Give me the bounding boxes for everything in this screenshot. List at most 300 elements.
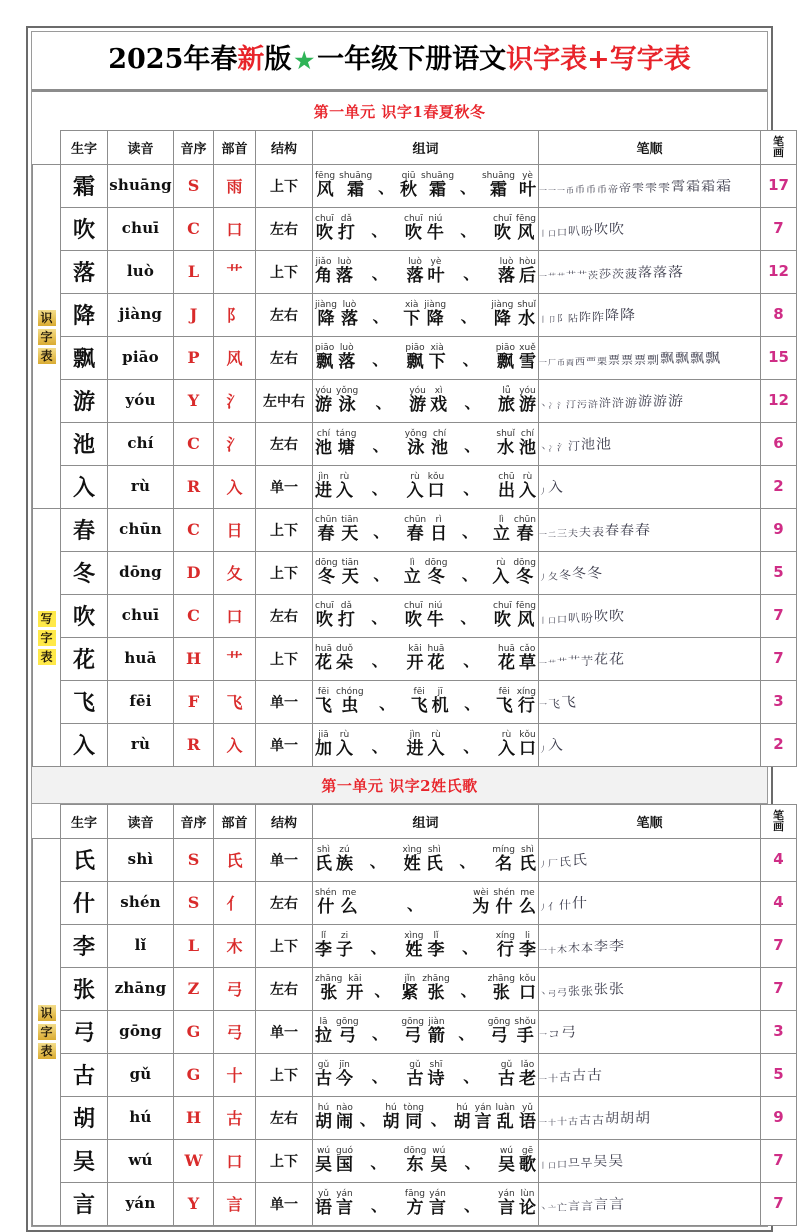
table-row — [33, 250, 797, 293]
word-char: fēng 风 — [515, 214, 536, 244]
cell-character: 李 — [61, 924, 108, 967]
cell-initial: D — [174, 551, 214, 594]
word-char: yán 言 — [474, 1103, 492, 1133]
cell-pinyin: fēi — [108, 680, 174, 723]
cell-pinyin: yóu — [108, 379, 174, 422]
cell-words: gǔ 古 jīn 今 、 gǔ 古 shī 诗 、 gǔ 古 lǎo 老 — [313, 1053, 539, 1096]
cell-stroke-order: 一 十 古 古 古 — [539, 1053, 761, 1096]
cell-radical: 夂 — [214, 551, 256, 594]
cell-radical: 日 — [214, 508, 256, 551]
cell-initial: H — [174, 1096, 214, 1139]
title-part-edition: 版 — [264, 44, 292, 75]
word-char: chū 出 — [497, 472, 515, 502]
word-char: piāo 飘 — [315, 343, 335, 373]
star-icon: ★ — [294, 48, 315, 74]
cell-character: 入 — [61, 465, 108, 508]
cell-words: yǔ 语 yán 言 、 fāng 方 yán 言 、 yán 言 lùn 论 — [313, 1182, 539, 1225]
cell-radical: 口 — [214, 207, 256, 250]
word-char: fēi 飞 — [495, 687, 513, 717]
word-char: tiān 天 — [341, 515, 359, 545]
word-char: fēi 飞 — [410, 687, 428, 717]
cell-radical: 阝 — [214, 293, 256, 336]
word-char: jī 机 — [431, 687, 449, 717]
word-char: luàn 乱 — [495, 1103, 515, 1133]
cell-stroke-order: 乛 飞 飞 — [539, 680, 761, 723]
table-row — [33, 1096, 797, 1139]
word-char: shǒu 手 — [514, 1017, 536, 1047]
word-char: chuī 吹 — [315, 214, 334, 244]
word-char: jìn 进 — [406, 730, 424, 760]
cell-initial: S — [174, 881, 214, 924]
cell-character: 吹 — [61, 207, 108, 250]
column-header-3: 部首 — [214, 130, 256, 164]
word-char: lǐ 李 — [427, 931, 445, 961]
cell-words: hú 胡 nào 闹 、 hú 胡 tòng 同 、 hú 胡 yán 言 luàn 乱 yǔ 语 — [313, 1096, 539, 1139]
cell-radical: 氵 — [214, 422, 256, 465]
cell-words: chuī 吹 dǎ 打 、 chuī 吹 niú 牛 、 chuī 吹 fēng 风 — [313, 207, 539, 250]
word-char: gōng 弓 — [336, 1017, 359, 1047]
word-char: wú 吴 — [497, 1146, 515, 1176]
cell-words: shì 氏 zú 族 、 xìng 姓 shì 氏 、 míng 名 shì 氏 — [313, 838, 539, 881]
cell-pinyin: rù — [108, 723, 174, 766]
cell-stroke-count: 2 — [761, 723, 797, 766]
cell-stroke-count: 7 — [761, 967, 797, 1010]
cell-stroke-order: 一 艹 艹 艹 艼 花 花 — [539, 637, 761, 680]
word-char: kǒu 口 — [518, 730, 536, 760]
table-row — [33, 924, 797, 967]
word-char: chuī 吹 — [493, 214, 512, 244]
character-table — [32, 130, 797, 767]
cell-words: shén 什 me 么 、 wèi 为 shén 什 me 么 — [313, 881, 539, 924]
word-char: chūn 春 — [315, 515, 338, 545]
column-header-3: 部首 — [214, 804, 256, 838]
cell-pinyin: luò — [108, 250, 174, 293]
word-char: xìng 姓 — [404, 931, 424, 961]
word-char: shì 氏 — [315, 845, 332, 875]
cell-pinyin: jiàng — [108, 293, 174, 336]
word-char: kāi 开 — [346, 974, 364, 1004]
cell-structure: 左右 — [256, 336, 313, 379]
cell-character: 吹 — [61, 594, 108, 637]
table-row — [33, 293, 797, 336]
cell-stroke-order: 丿 入 — [539, 465, 761, 508]
word-char: kāi 开 — [406, 644, 424, 674]
cell-structure: 左右 — [256, 207, 313, 250]
cell-initial: Y — [174, 379, 214, 422]
cell-stroke-order: 丿 夂 冬 冬 冬 — [539, 551, 761, 594]
cell-structure: 左右 — [256, 967, 313, 1010]
word-char: shuāng 霜 — [481, 171, 515, 201]
title-part-new: 新 — [237, 44, 265, 75]
cell-stroke-order: 丶 冫 氵 汀 池 池 — [539, 422, 761, 465]
cell-character: 春 — [61, 508, 108, 551]
cell-stroke-count: 3 — [761, 1010, 797, 1053]
cell-structure: 左中右 — [256, 379, 313, 422]
table-row — [33, 723, 797, 766]
table-row — [33, 1010, 797, 1053]
word-char: piāo 飘 — [405, 343, 425, 373]
table-row — [33, 422, 797, 465]
cell-words: jiàng 降 luò 落 、 xià 下 jiàng 降 、 jiàng 降 shuǐ 水 — [313, 293, 539, 336]
page-inner-border — [31, 31, 789, 1227]
cell-radical: 雨 — [214, 164, 256, 207]
word-char: rù 入 — [497, 730, 515, 760]
word-char: dōng 冬 — [513, 558, 536, 588]
word-char: jīn 今 — [336, 1060, 353, 1090]
word-char: shì 氏 — [425, 845, 443, 875]
column-header-5: 组词 — [313, 130, 539, 164]
word-char: chuī 吹 — [404, 601, 423, 631]
cell-radical: 风 — [214, 336, 256, 379]
word-char: dōng 东 — [403, 1146, 427, 1176]
cell-character: 池 — [61, 422, 108, 465]
word-char: rù 入 — [518, 472, 536, 502]
cell-pinyin: wú — [108, 1139, 174, 1182]
cell-stroke-order: 一 十 木 木 本 李 李 — [539, 924, 761, 967]
cell-words: jiā 加 rù 入 、 jìn 进 rù 入 、 rù 入 kǒu 口 — [313, 723, 539, 766]
cell-radical: 十 — [214, 1053, 256, 1096]
word-char: jìn 进 — [315, 472, 332, 502]
cell-stroke-count: 15 — [761, 336, 797, 379]
cell-character: 入 — [61, 723, 108, 766]
cell-words: fēng 风 shuāng 霜 、 qiū 秋 shuāng 霜 、 shuāng 霜 yè 叶 — [313, 164, 539, 207]
word-char: luò 落 — [497, 257, 515, 287]
cell-stroke-count: 4 — [761, 838, 797, 881]
cell-pinyin: huā — [108, 637, 174, 680]
cell-character: 言 — [61, 1182, 108, 1225]
word-char: shuāng 霜 — [339, 171, 373, 201]
table-row — [33, 967, 797, 1010]
cell-stroke-order: 一 艹 艹 艹 艹 茨 莎 茨 菠 落 落 落 — [539, 250, 761, 293]
cell-stroke-order: 乛 コ 弓 — [539, 1010, 761, 1053]
cell-stroke-order: 丿 厂 氏 氏 — [539, 838, 761, 881]
cell-structure: 上下 — [256, 508, 313, 551]
word-char: dǎ 打 — [337, 214, 355, 244]
word-char: zhāng 张 — [422, 974, 450, 1004]
word-char: yóu 游 — [315, 386, 332, 416]
word-char: wèi 为 — [472, 888, 490, 918]
word-char: niú 牛 — [426, 601, 444, 631]
word-char: jiǎo 角 — [315, 257, 332, 287]
word-char: gǔ 古 — [406, 1060, 424, 1090]
cell-stroke-order: 丨 口 口 므 무 吴 吴 — [539, 1139, 761, 1182]
cell-words: fēi 飞 chóng 虫 、 fēi 飞 jī 机 、 fēi 飞 xíng 行 — [313, 680, 539, 723]
word-char: wú 吴 — [430, 1146, 448, 1176]
cell-stroke-count: 4 — [761, 881, 797, 924]
cell-radical: 言 — [214, 1182, 256, 1225]
word-char: shuǐ 水 — [517, 300, 536, 330]
word-char: luò 落 — [406, 257, 424, 287]
cell-structure: 单一 — [256, 1010, 313, 1053]
column-header-4: 结构 — [256, 130, 313, 164]
cell-character: 弓 — [61, 1010, 108, 1053]
cell-stroke-count: 7 — [761, 594, 797, 637]
cell-words: lǐ 李 zi 子 、 xìng 姓 lǐ 李 、 xíng 行 li 李 — [313, 924, 539, 967]
cell-structure: 上下 — [256, 924, 313, 967]
table-row — [33, 379, 797, 422]
section-banner-text: 第一单元 识字1春夏秋冬 — [313, 102, 486, 121]
cell-radical: 氏 — [214, 838, 256, 881]
column-header-5: 组词 — [313, 804, 539, 838]
cell-structure: 单一 — [256, 723, 313, 766]
table-row — [33, 508, 797, 551]
word-char: huā 花 — [427, 644, 445, 674]
cell-pinyin: chí — [108, 422, 174, 465]
word-char: rù 入 — [427, 730, 445, 760]
cell-initial: W — [174, 1139, 214, 1182]
section-tag-shizi: 识 字 表 — [33, 164, 61, 508]
word-char: jǐn 紧 — [401, 974, 419, 1004]
cell-stroke-order: 一 二 三 夫 夫 表 春 春 春 — [539, 508, 761, 551]
cell-initial: P — [174, 336, 214, 379]
word-char: tiān 天 — [341, 558, 359, 588]
cell-words: lā 拉 gōng 弓 、 gōng 弓 jiàn 箭 、 gōng 弓 shǒu 手 — [313, 1010, 539, 1053]
cell-pinyin: gǔ — [108, 1053, 174, 1096]
word-char: rù 入 — [336, 730, 353, 760]
word-char: huā 花 — [497, 644, 515, 674]
cell-character: 古 — [61, 1053, 108, 1096]
table-row — [33, 207, 797, 250]
cell-initial: R — [174, 723, 214, 766]
cell-words: zhāng 张 kāi 开 、 jǐn 紧 zhāng 张 、 zhāng 张 kǒu 口 — [313, 967, 539, 1010]
word-char: lì 立 — [492, 515, 510, 545]
word-char: fēi 飞 — [315, 687, 332, 717]
cell-character: 张 — [61, 967, 108, 1010]
word-char: shuǐ 水 — [496, 429, 515, 459]
word-char: piāo 飘 — [495, 343, 515, 373]
cell-initial: C — [174, 508, 214, 551]
word-char: yǒng 泳 — [336, 386, 359, 416]
word-char: hú 胡 — [453, 1103, 471, 1133]
word-char: gē 歌 — [518, 1146, 536, 1176]
cell-initial: L — [174, 250, 214, 293]
word-char: zhāng 张 — [487, 974, 515, 1004]
word-char: yóu 游 — [518, 386, 536, 416]
word-char: yè 叶 — [427, 257, 445, 287]
cell-stroke-order: 丨 口 口 叭 吩 吹 吹 — [539, 594, 761, 637]
word-char: kǒu 口 — [427, 472, 445, 502]
cell-stroke-count: 6 — [761, 422, 797, 465]
word-char: chuī 吹 — [315, 601, 334, 631]
word-char: hòu 后 — [518, 257, 536, 287]
cell-stroke-order: 一 一 一 币 币 币 币 帝 帝 雫 雫 雫 霄 霜 霜 霜 — [539, 164, 761, 207]
word-char: jiàng 降 — [424, 300, 447, 330]
word-char: lùn 论 — [518, 1189, 536, 1219]
word-char: yán 言 — [497, 1189, 515, 1219]
table-row — [33, 1139, 797, 1182]
cell-stroke-count: 7 — [761, 1139, 797, 1182]
cell-radical: 入 — [214, 465, 256, 508]
word-char: míng 名 — [492, 845, 515, 875]
cell-structure: 左右 — [256, 422, 313, 465]
cell-stroke-count: 12 — [761, 379, 797, 422]
word-char: zhāng 张 — [315, 974, 343, 1004]
column-header-bihua: 笔 画 — [761, 804, 797, 838]
word-char: luò 落 — [336, 257, 353, 287]
cell-pinyin: zhāng — [108, 967, 174, 1010]
word-char: shì 氏 — [518, 845, 536, 875]
table-header-row — [33, 130, 797, 164]
word-char: qiū 秋 — [400, 171, 418, 201]
table-row — [33, 881, 797, 924]
page-title — [32, 32, 767, 92]
word-char: fāng 方 — [404, 1189, 426, 1219]
cell-radical: 飞 — [214, 680, 256, 723]
table-row — [33, 1053, 797, 1096]
cell-stroke-order: 一 十 十 古 古 古 胡 胡 胡 — [539, 1096, 761, 1139]
cell-radical: 古 — [214, 1096, 256, 1139]
cell-stroke-count: 2 — [761, 465, 797, 508]
table-row — [33, 1182, 797, 1225]
cell-pinyin: shì — [108, 838, 174, 881]
cell-character: 氏 — [61, 838, 108, 881]
cell-stroke-count: 5 — [761, 1053, 797, 1096]
word-char: niú 牛 — [426, 214, 444, 244]
cell-radical: 口 — [214, 1139, 256, 1182]
word-char: zú 族 — [336, 845, 353, 875]
word-char: li 李 — [518, 931, 536, 961]
cell-words: piāo 飘 luò 落 、 piāo 飘 xià 下 、 piāo 飘 xuě 雪 — [313, 336, 539, 379]
word-char: gǔ 古 — [315, 1060, 332, 1090]
cell-pinyin: shuāng — [108, 164, 174, 207]
title-text — [32, 45, 767, 75]
cell-initial: L — [174, 924, 214, 967]
table-row — [33, 551, 797, 594]
word-char: chuī 吹 — [404, 214, 423, 244]
cell-character: 冬 — [61, 551, 108, 594]
word-char: chí 池 — [315, 429, 332, 459]
word-char: nào 闹 — [336, 1103, 353, 1133]
cell-structure: 单一 — [256, 1182, 313, 1225]
table-header-row — [33, 804, 797, 838]
cell-words: chuī 吹 dǎ 打 、 chuī 吹 niú 牛 、 chuī 吹 fēng 风 — [313, 594, 539, 637]
word-char: dǎ 打 — [337, 601, 355, 631]
cell-stroke-count: 9 — [761, 1096, 797, 1139]
cell-structure: 左右 — [256, 1096, 313, 1139]
word-char: yǔ 语 — [315, 1189, 332, 1219]
column-header-4: 结构 — [256, 804, 313, 838]
table-row — [33, 637, 797, 680]
word-char: lǚ 旅 — [497, 386, 515, 416]
cell-character: 降 — [61, 293, 108, 336]
word-char: yǔ 语 — [518, 1103, 536, 1133]
word-char: yè 叶 — [519, 171, 536, 201]
table-row — [33, 465, 797, 508]
word-char: lǎo 老 — [518, 1060, 536, 1090]
character-table — [32, 804, 797, 1226]
cell-structure: 上下 — [256, 637, 313, 680]
cell-stroke-count: 8 — [761, 293, 797, 336]
word-char: luò 落 — [340, 300, 358, 330]
cell-pinyin: rù — [108, 465, 174, 508]
word-char: me 么 — [518, 888, 536, 918]
word-char: rù 入 — [336, 472, 353, 502]
column-header-bihua: 笔 画 — [761, 130, 797, 164]
cell-initial: S — [174, 838, 214, 881]
cell-initial: R — [174, 465, 214, 508]
word-char: chí 池 — [431, 429, 449, 459]
word-char: chóng 虫 — [336, 687, 364, 717]
cell-pinyin: piāo — [108, 336, 174, 379]
word-char: gōng 弓 — [487, 1017, 511, 1047]
cell-stroke-count: 7 — [761, 924, 797, 967]
column-header-0: 生字 — [61, 804, 108, 838]
cell-structure: 上下 — [256, 551, 313, 594]
title-part-year: 2025年春 — [108, 44, 238, 75]
cell-character: 胡 — [61, 1096, 108, 1139]
table-row — [33, 164, 797, 207]
word-char: fēng 风 — [315, 171, 336, 201]
word-char: shuāng 霜 — [421, 171, 455, 201]
word-char: huā 花 — [315, 644, 332, 674]
title-part-tables: 识字表+写字表 — [506, 44, 691, 75]
word-char: rù 入 — [492, 558, 510, 588]
word-char: jiā 加 — [315, 730, 332, 760]
cell-structure: 上下 — [256, 250, 313, 293]
cell-stroke-order: 一 厂 币 両 西 覀 栗 票 票 票 剽 飘 飘 飘 飘 — [539, 336, 761, 379]
cell-character: 游 — [61, 379, 108, 422]
word-char: duǒ 朵 — [336, 644, 353, 674]
word-char: rì 日 — [430, 515, 448, 545]
word-char: xià 下 — [428, 343, 446, 373]
cell-initial: Z — [174, 967, 214, 1010]
cell-stroke-order: 丿 入 — [539, 723, 761, 766]
word-char: jiàn 箭 — [428, 1017, 446, 1047]
section-tag-shizi: 识 字 表 — [33, 838, 61, 1225]
cell-initial: G — [174, 1010, 214, 1053]
word-char: yán 言 — [429, 1189, 447, 1219]
word-char: shén 什 — [315, 888, 337, 918]
word-char: hú 胡 — [315, 1103, 332, 1133]
word-char: chūn 春 — [404, 515, 427, 545]
cell-pinyin: chuī — [108, 207, 174, 250]
cell-pinyin: shén — [108, 881, 174, 924]
cell-structure: 单一 — [256, 838, 313, 881]
cell-initial: Y — [174, 1182, 214, 1225]
word-char: lā 拉 — [315, 1017, 332, 1047]
word-char: shén 什 — [493, 888, 515, 918]
word-char: tòng 同 — [403, 1103, 424, 1133]
cell-words: dōng 冬 tiān 天 、 lì 立 dōng 冬 、 rù 入 dōng 冬 — [313, 551, 539, 594]
word-char: chuī 吹 — [493, 601, 512, 631]
cell-stroke-order: 丨 口 口 叭 吩 吹 吹 — [539, 207, 761, 250]
word-char: luò 落 — [338, 343, 356, 373]
cell-stroke-order: 丶 弓 弓 张 张 张 张 — [539, 967, 761, 1010]
word-char: hú 胡 — [382, 1103, 400, 1133]
cell-stroke-order: 丿 亻 什 什 — [539, 881, 761, 924]
word-char: dōng 冬 — [424, 558, 448, 588]
cell-stroke-count: 7 — [761, 637, 797, 680]
word-char: jiàng 降 — [491, 300, 514, 330]
word-char: xìng 姓 — [402, 845, 422, 875]
cell-stroke-order: 丶 冫 氵 汀 污 浒 浒 浒 游 游 游 游 — [539, 379, 761, 422]
cell-stroke-count: 17 — [761, 164, 797, 207]
word-char: chí 池 — [518, 429, 536, 459]
word-char: yóu 游 — [409, 386, 427, 416]
cell-radical: 入 — [214, 723, 256, 766]
cell-character: 花 — [61, 637, 108, 680]
cell-pinyin: yán — [108, 1182, 174, 1225]
cell-pinyin: chuī — [108, 594, 174, 637]
cell-pinyin: lǐ — [108, 924, 174, 967]
section-tag-xiezi: 写 字 表 — [33, 508, 61, 766]
cell-character: 什 — [61, 881, 108, 924]
word-char: shī 诗 — [427, 1060, 445, 1090]
cell-words: jìn 进 rù 入 、 rù 入 kǒu 口 、 chū 出 rù 入 — [313, 465, 539, 508]
word-char: jiàng 降 — [315, 300, 337, 330]
cell-words: yóu 游 yǒng 泳 、 yóu 游 xì 戏 、 lǚ 旅 yóu 游 — [313, 379, 539, 422]
cell-stroke-count: 9 — [761, 508, 797, 551]
